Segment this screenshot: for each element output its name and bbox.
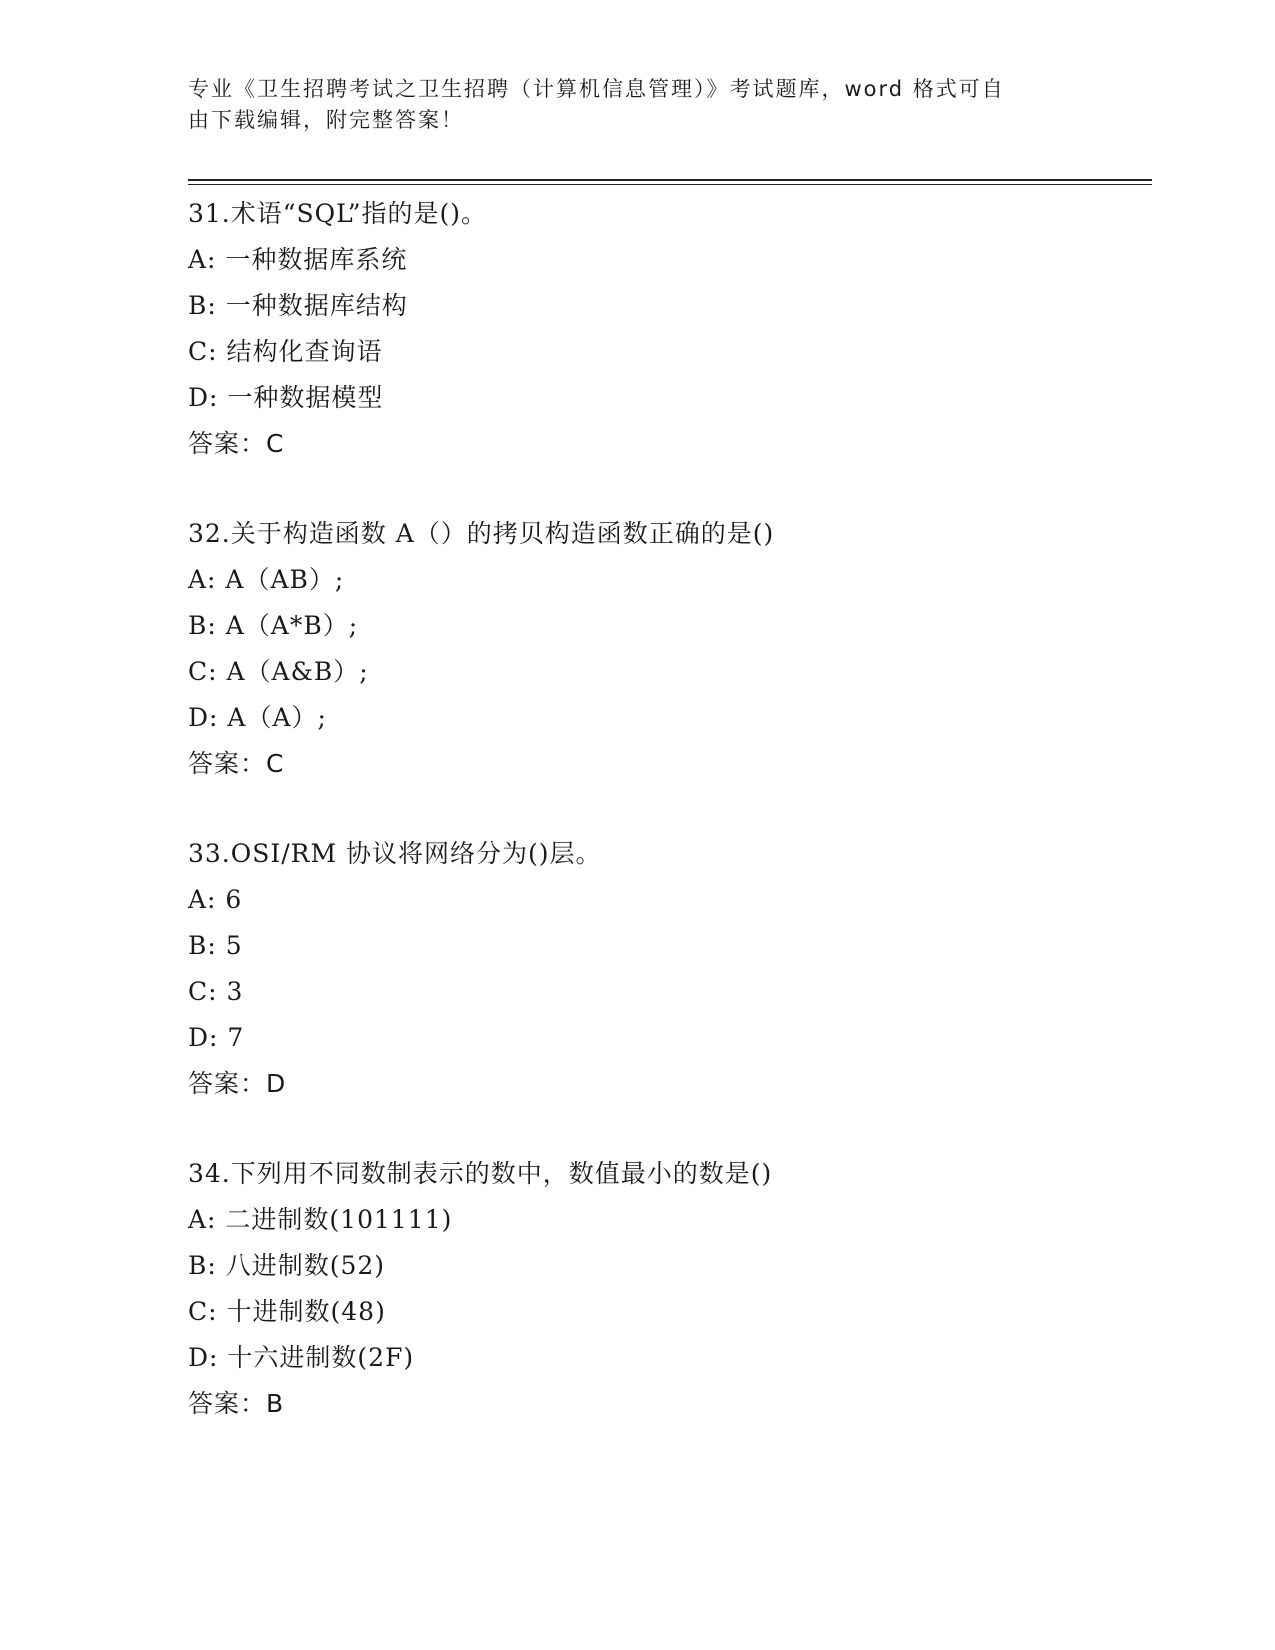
- question-stem: 32.关于构造函数 A（）的拷贝构造函数正确的是(): [188, 519, 775, 548]
- header-divider-thick: [188, 179, 1152, 181]
- question-31: [188, 191, 1148, 467]
- question-list: [188, 191, 1148, 1471]
- option-b: B: 5: [188, 931, 243, 960]
- option-b: B: 八进制数(52): [188, 1251, 386, 1280]
- option-a: A: A（AB）;: [188, 565, 345, 594]
- option-a: A: 二进制数(101111): [188, 1205, 453, 1234]
- option-d: D: 7: [188, 1023, 245, 1052]
- option-d: D: 十六进制数(2F): [188, 1343, 415, 1372]
- answer-label: 答案：D: [188, 1069, 287, 1098]
- option-b: B: 一种数据库结构: [188, 291, 408, 320]
- option-c: C: A（A&B）;: [188, 657, 369, 686]
- option-c: C: 十进制数(48): [188, 1297, 386, 1326]
- option-c: C: 3: [188, 977, 244, 1006]
- header-line-2: 由下载编辑，附完整答案！: [188, 108, 464, 132]
- answer-label: 答案：C: [188, 749, 285, 778]
- option-d: D: A（A）;: [188, 703, 327, 732]
- header-divider-thin: [188, 184, 1152, 185]
- question-33: [188, 831, 1148, 1107]
- option-b: B: A（A*B）;: [188, 611, 359, 640]
- document-header: [188, 74, 1088, 136]
- answer-label: 答案：C: [188, 429, 285, 458]
- question-34: [188, 1151, 1148, 1427]
- question-stem: 34.下列用不同数制表示的数中，数值最小的数是(): [188, 1159, 773, 1188]
- option-a: A: 6: [188, 885, 243, 914]
- option-d: D: 一种数据模型: [188, 383, 384, 412]
- header-line-1: 专业《卫生招聘考试之卫生招聘（计算机信息管理）》考试题库，word 格式可自: [188, 77, 1005, 101]
- question-stem: 31.术语“SQL”指的是()。: [188, 199, 488, 228]
- answer-label: 答案：B: [188, 1389, 285, 1418]
- question-stem: 33.OSI/RM 协议将网络分为()层。: [188, 839, 602, 868]
- option-a: A: 一种数据库系统: [188, 245, 408, 274]
- question-32: [188, 511, 1148, 787]
- option-c: C: 结构化查询语: [188, 337, 383, 366]
